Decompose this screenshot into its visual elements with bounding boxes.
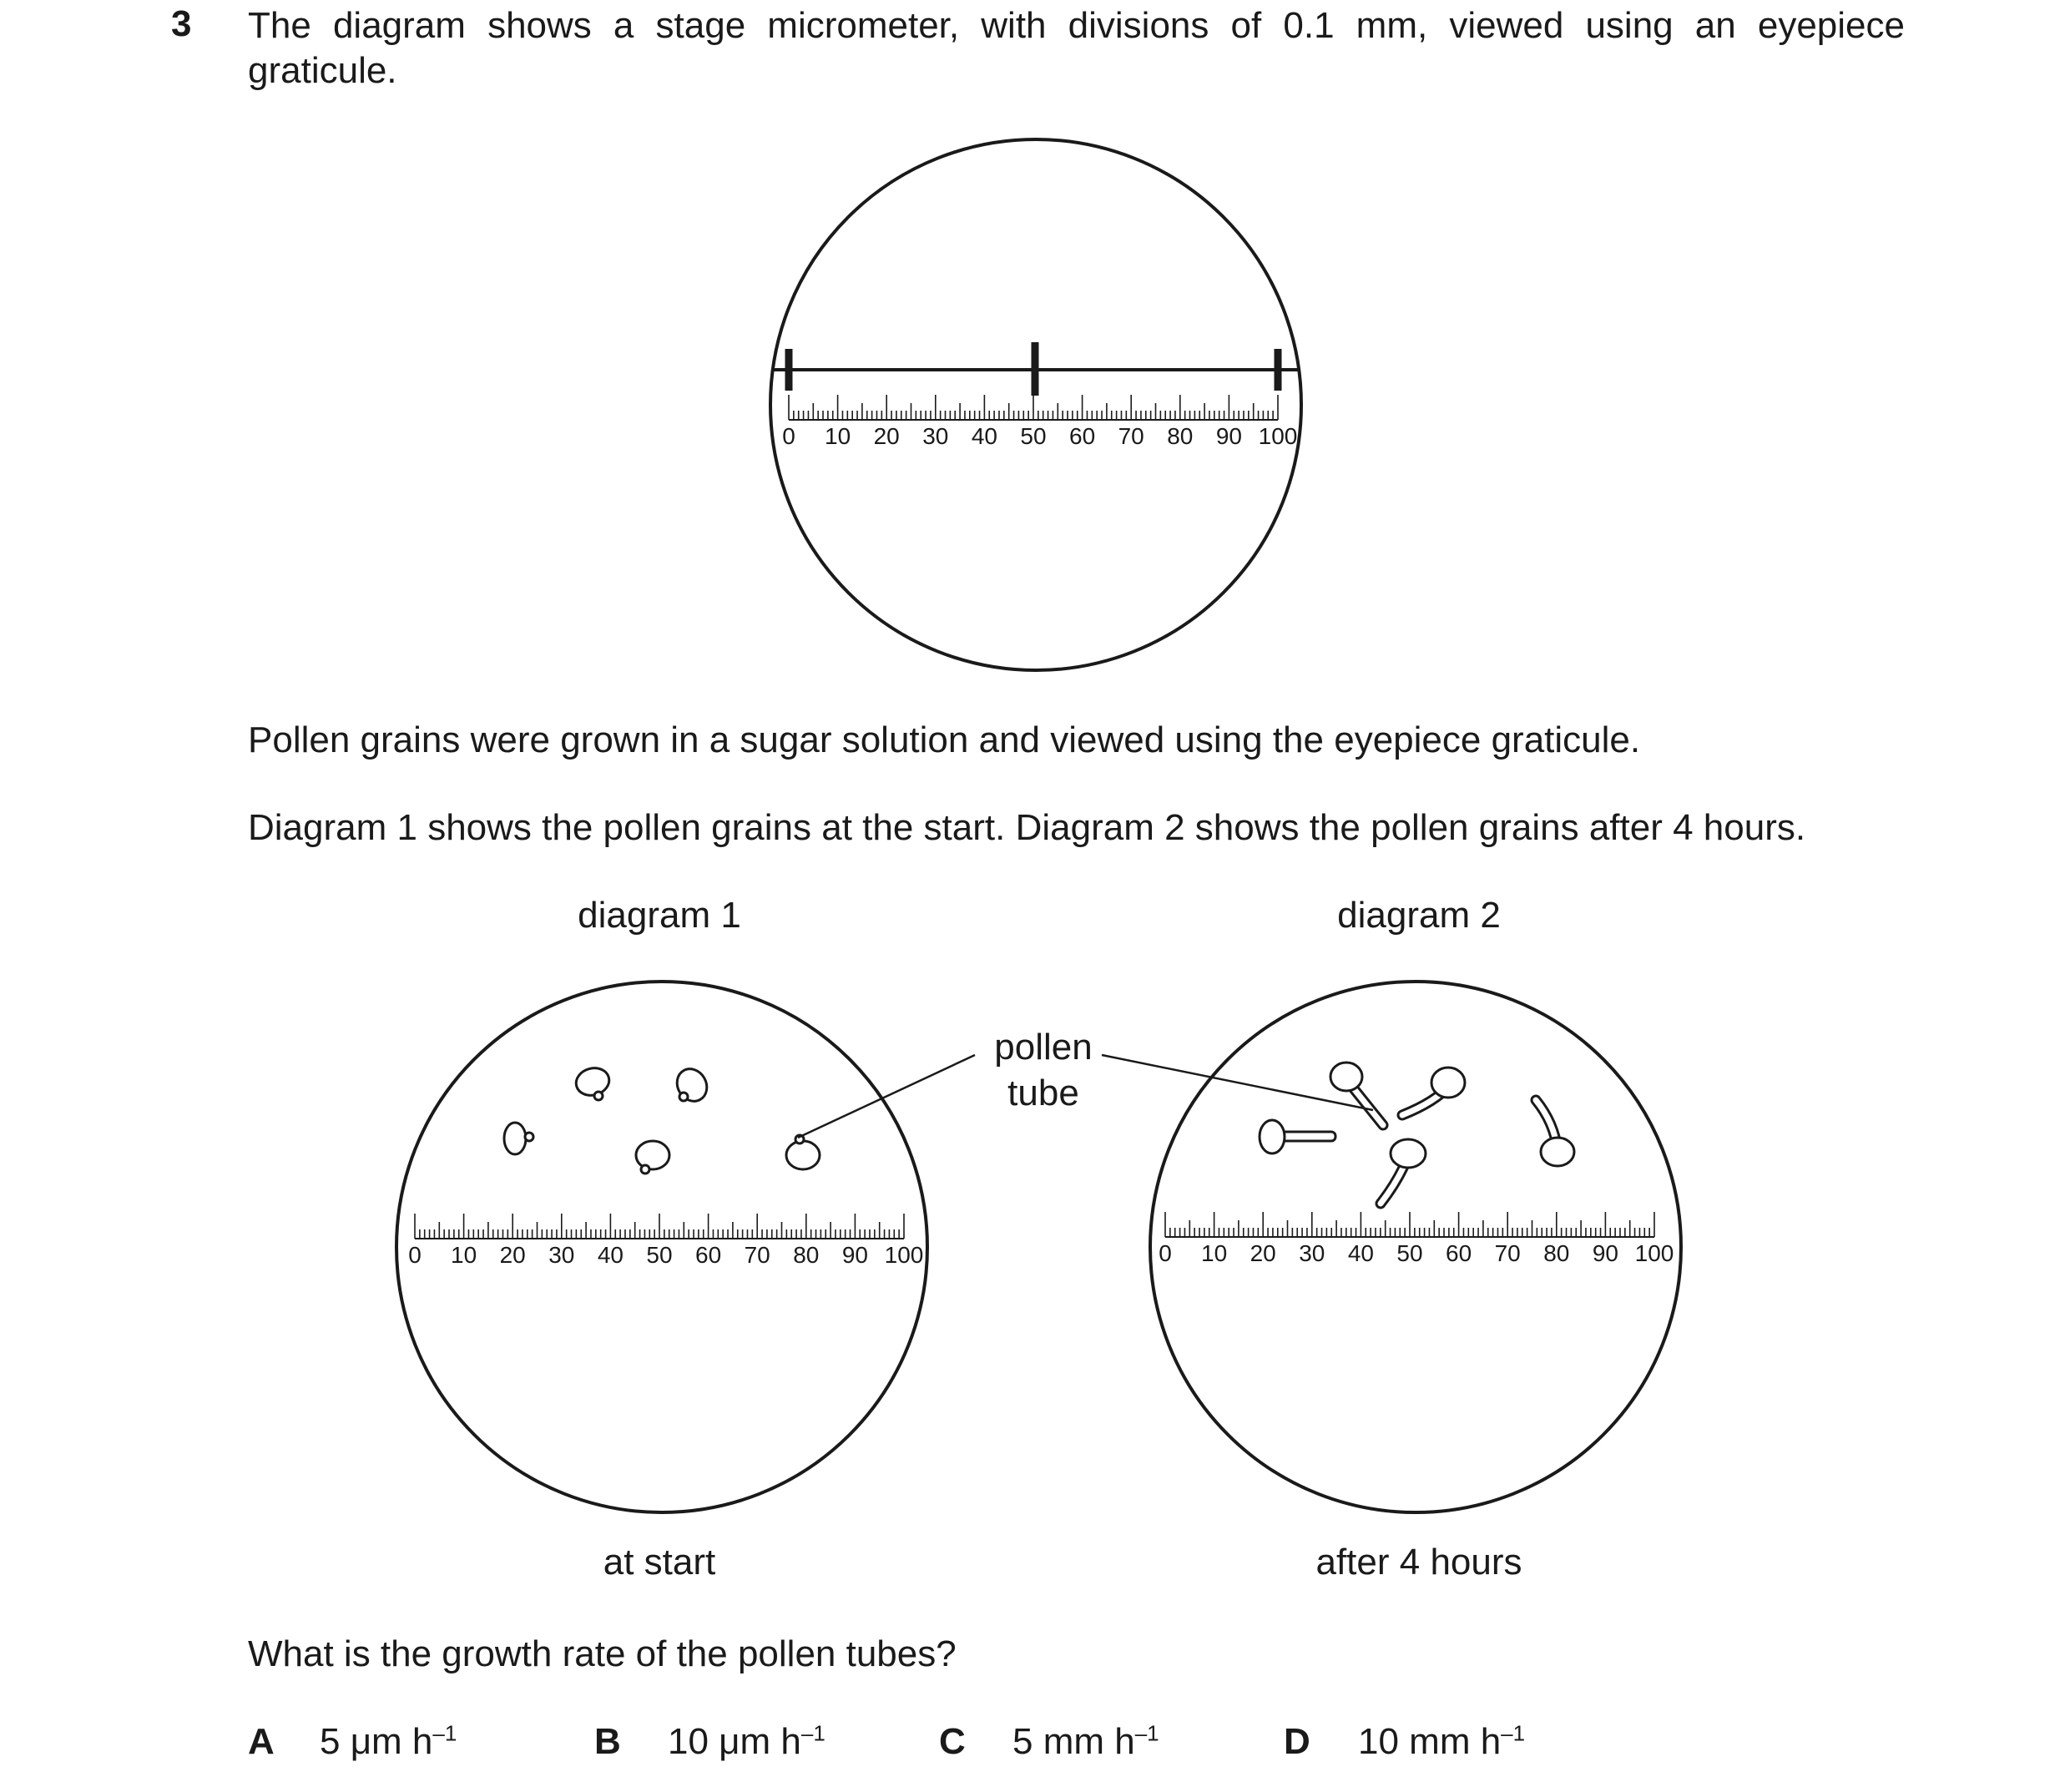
scale-label: 50 [1020,423,1047,449]
scale-label: 20 [1250,1240,1276,1266]
scale-label: 30 [548,1242,575,1268]
pollen-grain-bud [594,1092,603,1100]
scale-label: 10 [451,1242,477,1268]
pollen-grain [636,1141,669,1169]
scale-label: 40 [1347,1240,1374,1266]
option-letter: A [248,1721,275,1762]
option-letter: D [1284,1721,1310,1762]
pollen-grain [1391,1139,1426,1168]
pollen-tube-label-line2: tube [1007,1073,1079,1113]
scale-label: 60 [1446,1240,1472,1266]
scale-label: 90 [1215,423,1242,449]
scale-label: 100 [1258,423,1298,449]
graticule-scale-top [782,395,1297,449]
scale-label: 30 [922,423,949,449]
scale-label: 80 [1543,1240,1570,1266]
pollen-grain-bud [641,1165,649,1174]
option-a-value: 5 μm $h^{-1}$ [320,1720,457,1762]
pollen-grain [573,1064,613,1098]
diagram2-title: diagram 2 [1337,895,1501,936]
question-intro-line2: graticule. [248,50,397,91]
option-b-value: 10 μm $h^{-1}$ [668,1720,825,1762]
pollen-grains-start [504,1063,820,1174]
scale-label: 20 [499,1242,526,1268]
pollen-grains-after [1260,1063,1574,1204]
pollen-tube-pointer-left [798,1055,975,1138]
question-para1: Pollen grains were grown in a sugar solution and viewed using the eyepiece graticule. [248,719,1641,760]
option-c-value: 5 mm $h^{-1}$ [1012,1720,1159,1762]
scale-label: 10 [825,423,851,449]
pollen-grain [1260,1120,1285,1153]
pollen-grain-bud [679,1093,688,1101]
scale-label: 30 [1299,1240,1325,1266]
graticule-scale-diagram1 [408,1214,923,1268]
pollen-grain [1431,1068,1465,1098]
option-d-value: 10 mm $h^{-1}$ [1358,1720,1526,1762]
pollen-tube-label-line1: pollen [994,1027,1093,1068]
diagram1-view [396,982,975,1512]
scale-label: 70 [1118,423,1144,449]
pollen-grain [671,1063,712,1107]
scale-label: 0 [782,423,795,449]
graticule-scale-diagram2 [1159,1212,1674,1266]
scale-label: 100 [884,1242,924,1268]
pollen-grain [786,1141,820,1169]
scale-label: 80 [793,1242,820,1268]
pollen-grain [1541,1138,1574,1166]
pollen-grain [1330,1063,1362,1091]
scale-label: 90 [841,1242,868,1268]
scale-label: 50 [1396,1240,1423,1266]
micrometer-view [770,139,1301,670]
scale-label: 80 [1167,423,1194,449]
pollen-grain [504,1123,526,1154]
scale-label: 0 [408,1242,422,1268]
option-letter: C [939,1721,966,1762]
scale-label: 50 [646,1242,673,1268]
diagram2-caption: after 4 hours [1315,1542,1522,1583]
scale-label: 40 [971,423,997,449]
scale-label: 70 [1494,1240,1521,1266]
question-intro-line1: The diagram shows a stage micrometer, with divisions of 0.1 mm, viewed using an eyepiece [248,5,1905,46]
scale-label: 40 [597,1242,624,1268]
scale-label: 90 [1592,1240,1618,1266]
option-letter: B [594,1721,621,1762]
scale-label: 10 [1201,1240,1228,1266]
scale-label: 60 [1069,423,1096,449]
pollen-grain-bud [525,1133,533,1141]
scale-label: 20 [873,423,900,449]
question-para2: Diagram 1 shows the pollen grains at the start. Diagram 2 shows the pollen grains after 4 hours. [248,807,1806,848]
diagram1-caption: at start [603,1542,716,1583]
scale-label: 0 [1159,1240,1172,1266]
diagram1-title: diagram 1 [578,895,741,936]
question-prompt: What is the growth rate of the pollen tubes? [248,1633,957,1674]
scale-label: 70 [744,1242,770,1268]
question-number: 3 [171,3,192,44]
scale-label: 100 [1634,1240,1674,1266]
diagram2-view [1102,982,1681,1512]
scale-label: 60 [695,1242,722,1268]
micrometer-field-circle [770,139,1301,670]
